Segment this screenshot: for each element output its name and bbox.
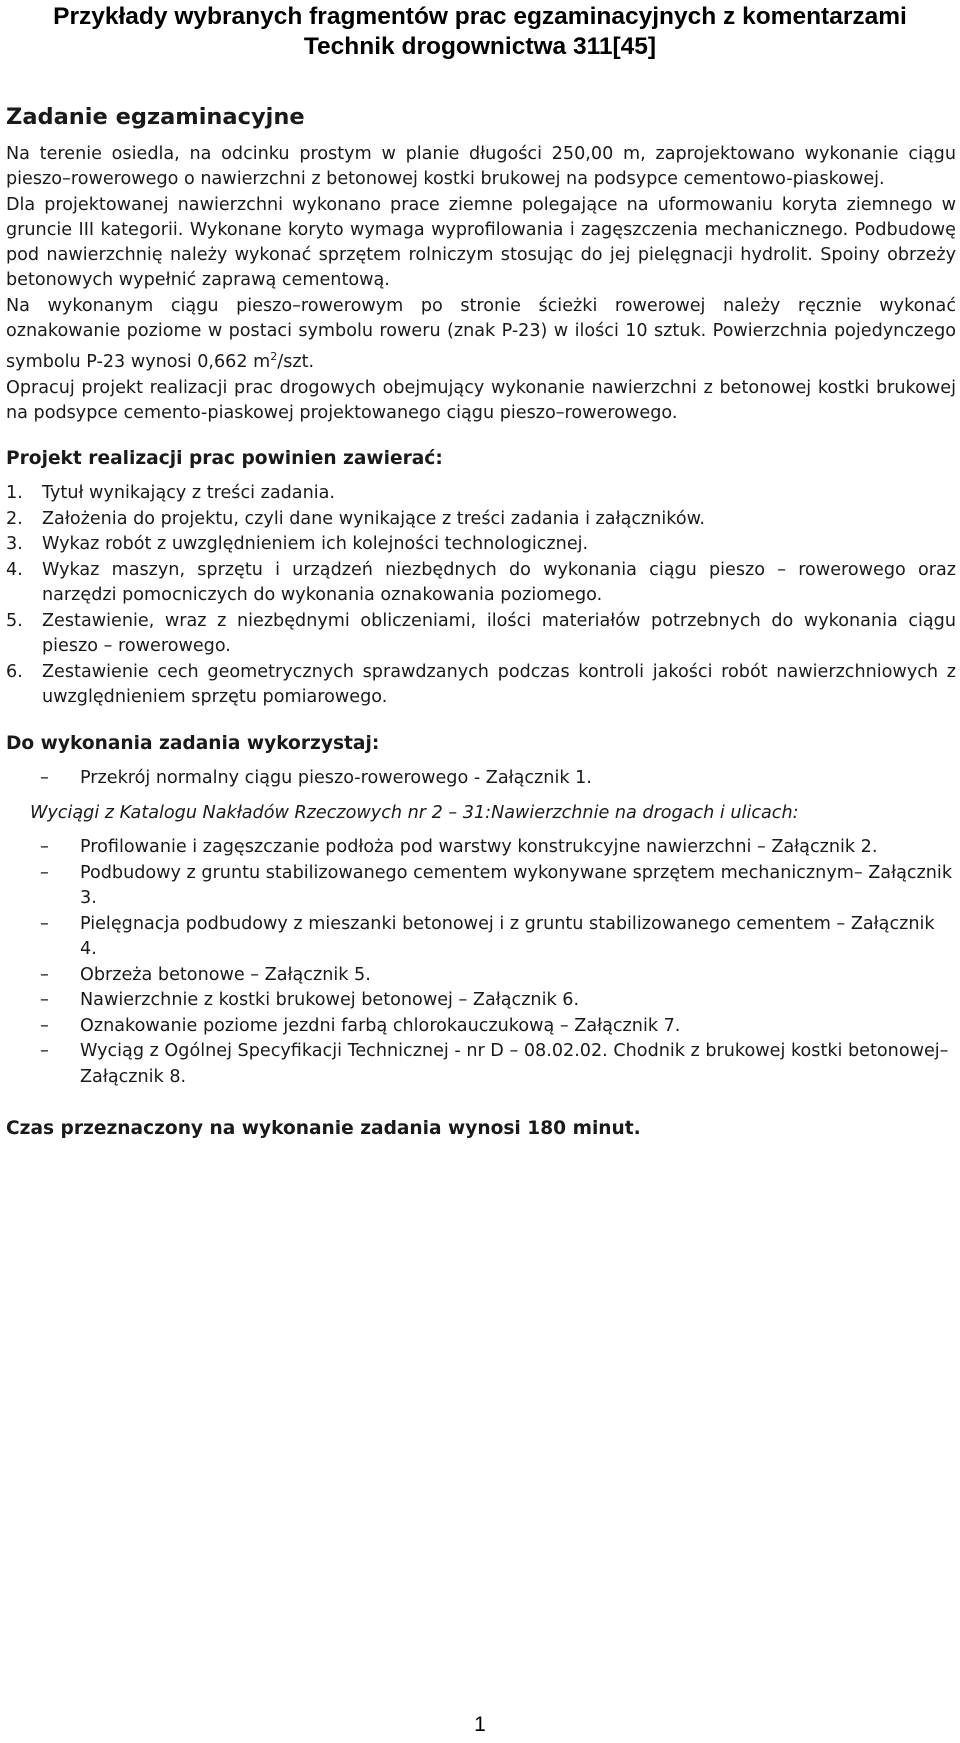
use-heading: Do wykonania zadania wykorzystaj: <box>6 732 380 754</box>
dash-bullet: – <box>40 837 49 858</box>
dash-bullet: – <box>40 913 49 934</box>
list-item <box>6 988 956 1014</box>
list-item <box>6 558 956 609</box>
dash-bullet: – <box>40 862 49 883</box>
dash-bullet: – <box>40 1015 49 1036</box>
dash-bullet: – <box>40 990 49 1011</box>
item-text: Zestawienie, wraz z niezbędnymi obliczeniami, ilości materiałów potrzebnych do wykonania ciągu pieszo – rowerowego. <box>42 610 956 657</box>
dash-bullet: – <box>40 767 49 788</box>
item-text: Pielęgnacja podbudowy z mieszanki betonowej i z gruntu stabilizowanego cementem – Załącznik 4. <box>80 913 935 960</box>
item-number: 4. <box>6 559 23 580</box>
item-text: Wykaz robót z uwzględnieniem ich kolejności technologicznej. <box>42 534 589 555</box>
list-item <box>6 609 956 660</box>
dash-bullet: – <box>40 1041 49 1062</box>
catalog-caption: Wyciągi z Katalogu Nakładów Rzeczowych nr 2 – 31:Nawierzchnie na drogach i ulicach: <box>30 803 799 824</box>
project-heading: Projekt realizacji prac powinien zawierać: <box>6 448 443 470</box>
item-text: Przekrój normalny ciągu pieszo-rowerowego - Załącznik 1. <box>80 767 592 788</box>
task-paragraph-3 <box>6 294 956 376</box>
item-number: 6. <box>6 661 23 682</box>
list-item <box>6 835 956 861</box>
task-paragraph-1: Na terenie osiedla, na odcinku prostym w planie długości 250,00 m, zaprojektowano wykonanie ciągu pieszo–rowerowego o nawierzchni z betonowej kostki brukowej na podsypce cementowo-piaskowej. <box>6 144 956 190</box>
list-item <box>6 507 956 533</box>
item-text: Nawierzchnie z kostki brukowej betonowej – Załącznik 6. <box>80 990 580 1011</box>
attachments-list <box>6 835 956 1090</box>
scanned-task-sheet <box>6 104 956 1139</box>
item-number: 5. <box>6 610 23 631</box>
item-text: Tytuł wynikający z treści zadania. <box>42 483 336 504</box>
time-note: Czas przeznaczony na wykonanie zadania wynosi 180 minut. <box>6 1118 641 1140</box>
task-paragraph-3-unit: /szt. <box>277 352 315 373</box>
task-paragraph-2: Dla projektowanej nawierzchni wykonano prace ziemne polegające na uformowaniu koryta ziemnego w gruncie III kategorii. Wykonane koryto wymaga wyprofilowania i zagęszczenia mechanicznego. Podbudowę pod nawierzchnię należy wykonać sprzętem rolniczym stosując do jej pielęgnacji hydrolit. Spoiny obrzeży betonowych wypełnić zaprawą cementową. <box>6 194 956 291</box>
header-title: Przykłady wybranych fragmentów prac egzaminacyjnych z komentarzami <box>53 3 907 30</box>
item-text: Założenia do projektu, czyli dane wynikające z treści zadania i załączników. <box>42 508 705 529</box>
item-text: Wyciąg z Ogólnej Specyfikacji Technicznej - nr D – 08.02.02. Chodnik z brukowej kostki betonowej– Załącznik 8. <box>80 1041 949 1087</box>
item-text: Obrzeża betonowe – Załącznik 5. <box>80 964 371 985</box>
dash-bullet: – <box>40 964 49 985</box>
header-subtitle: Technik drogownictwa 311[45] <box>303 33 657 60</box>
item-text: Oznakowanie poziome jezdni farbą chlorokauczukową – Załącznik 7. <box>80 1015 681 1036</box>
list-item <box>6 1039 956 1090</box>
task-paragraph-4: Opracuj projekt realizacji prac drogowych obejmujący wykonanie nawierzchni z betonowej kostki brukowej na podsypce cemento-piaskowej projektowanego ciągu pieszo–rowerowego. <box>6 377 956 423</box>
list-item <box>6 481 956 507</box>
list-item <box>6 912 956 963</box>
list-item <box>6 766 956 792</box>
item-number: 3. <box>6 534 23 555</box>
item-text: Podbudowy z gruntu stabilizowanego cementem wykonywane sprzętem mechanicznym– Załącznik 3. <box>80 862 953 909</box>
task-title: Zadanie egzaminacyjne <box>6 104 305 130</box>
list-item <box>6 1014 956 1040</box>
item-text: Zestawienie cech geometrycznych sprawdzanych podczas kontroli jakości robót nawierzchniowych z uwzględnieniem sprzętu pomiarowego. <box>42 661 956 708</box>
attachment-1-list <box>6 766 956 792</box>
item-number: 2. <box>6 508 23 529</box>
page-header <box>0 2 960 62</box>
list-item <box>6 963 956 989</box>
list-item <box>6 861 956 912</box>
page-number: 1 <box>474 1713 486 1736</box>
list-item <box>6 660 956 711</box>
item-number: 1. <box>6 483 23 504</box>
project-requirements-list <box>6 481 956 711</box>
item-text: Wykaz maszyn, sprzętu i urządzeń niezbędnych do wykonania ciągu pieszo – rowerowego oraz narzędzi pomocniczych do wykonania oznakowania poziomego. <box>42 559 956 606</box>
list-item <box>6 532 956 558</box>
item-text: Profilowanie i zagęszczanie podłoża pod warstwy konstrukcyjne nawierzchni – Załącznik 2. <box>80 837 878 858</box>
superscript-2: 2 <box>270 350 278 364</box>
task-paragraph-3-text: Na wykonanym ciągu pieszo–rowerowym po stronie ścieżki rowerowej należy ręcznie wykonać oznakowanie poziome w postaci symbolu roweru (znak P-23) w ilości 10 sztuk. Powierzchnia pojedynczego symbolu P-23 wynosi 0,662 m <box>6 295 956 373</box>
